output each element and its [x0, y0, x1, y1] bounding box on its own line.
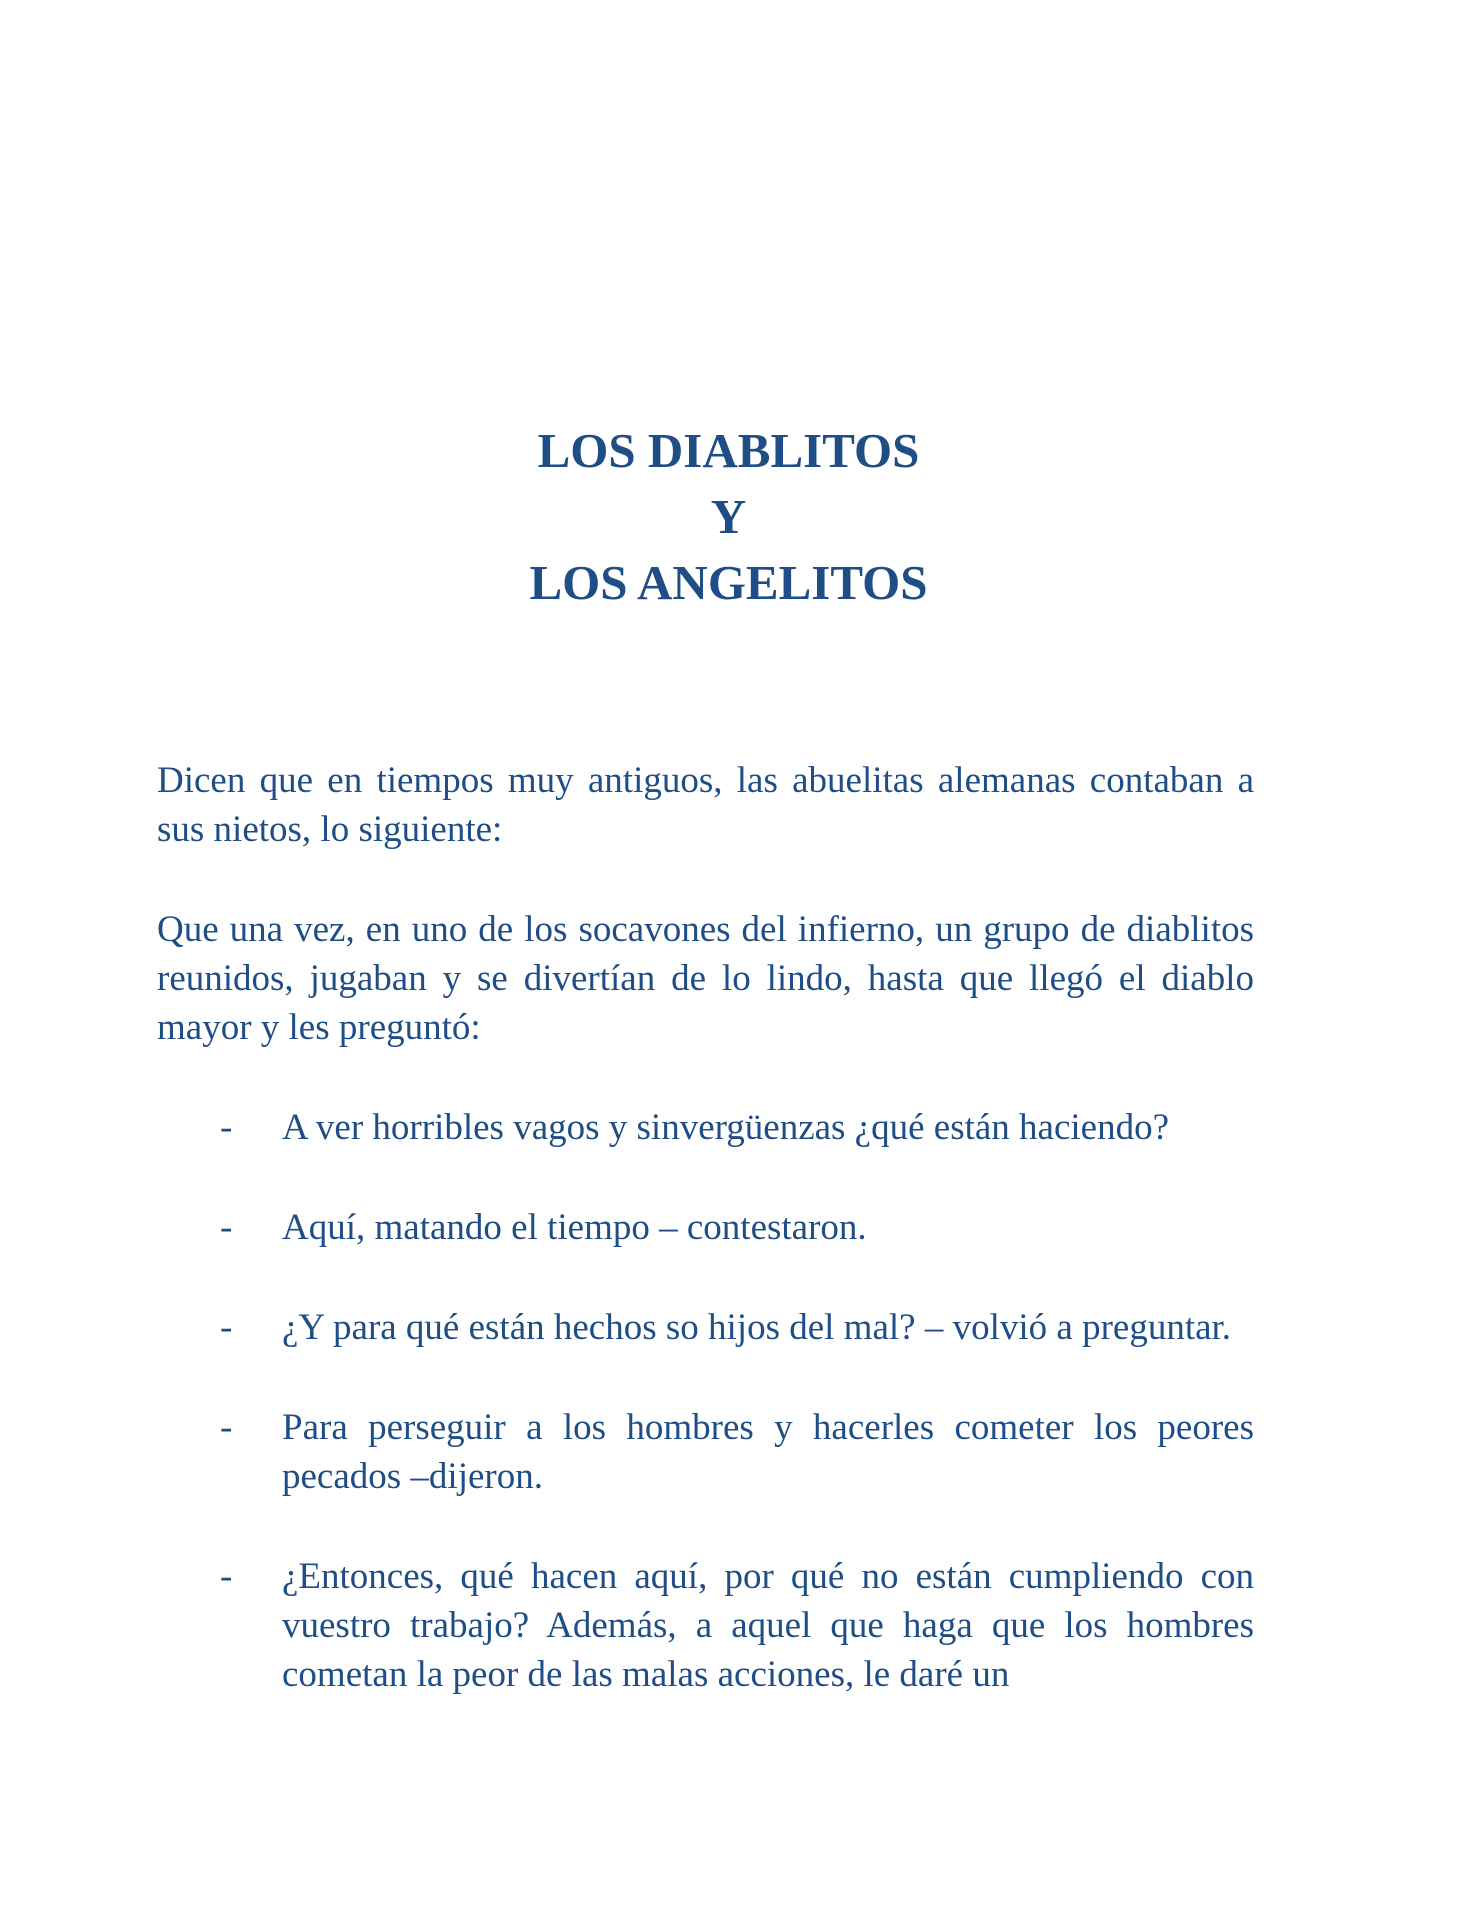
- dialogue-text: ¿Entonces, qué hacen aquí, por qué no están cumpliendo con vuestro trabajo? Además, a aquel que haga que los hombres cometan la peor de las malas acciones, le daré un: [282, 1556, 1254, 1695]
- dialogue-dash: -: [220, 1407, 233, 1448]
- title-line-3: LOS ANGELITOS: [529, 555, 928, 610]
- story-title: [0, 418, 1457, 616]
- dialogue-line: [157, 1203, 1254, 1252]
- dialogue-dash: -: [220, 1556, 233, 1597]
- dialogue-list: [157, 1103, 1254, 1699]
- dialogue-text: A ver horribles vagos y sinvergüenzas ¿qué están haciendo?: [282, 1107, 1170, 1148]
- dialogue-line: [157, 1103, 1254, 1152]
- dialogue-dash: -: [220, 1207, 233, 1248]
- title-line-2: Y: [710, 489, 747, 544]
- paragraph-setting: Que una vez, en uno de los socavones del infierno, un grupo de diablitos reunidos, jugaban y se divertían de lo lindo, hasta que llegó el diablo mayor y les preguntó:: [157, 909, 1254, 1048]
- dialogue-line: [157, 1552, 1254, 1699]
- dialogue-text: Para perseguir a los hombres y hacerles cometer los peores pecados –dijeron.: [282, 1407, 1254, 1497]
- paragraph-intro: Dicen que en tiempos muy antiguos, las abuelitas alemanas contaban a sus nietos, lo siguiente:: [157, 760, 1254, 850]
- story-body: [157, 756, 1254, 1750]
- dialogue-text: ¿Y para qué están hechos so hijos del mal? – volvió a preguntar.: [282, 1307, 1232, 1348]
- dialogue-line: [157, 1403, 1254, 1501]
- title-line-1: LOS DIABLITOS: [537, 423, 920, 478]
- dialogue-text: Aquí, matando el tiempo – contestaron.: [282, 1207, 867, 1248]
- dialogue-dash: -: [220, 1307, 233, 1348]
- dialogue-dash: -: [220, 1107, 233, 1148]
- dialogue-line: [157, 1303, 1254, 1352]
